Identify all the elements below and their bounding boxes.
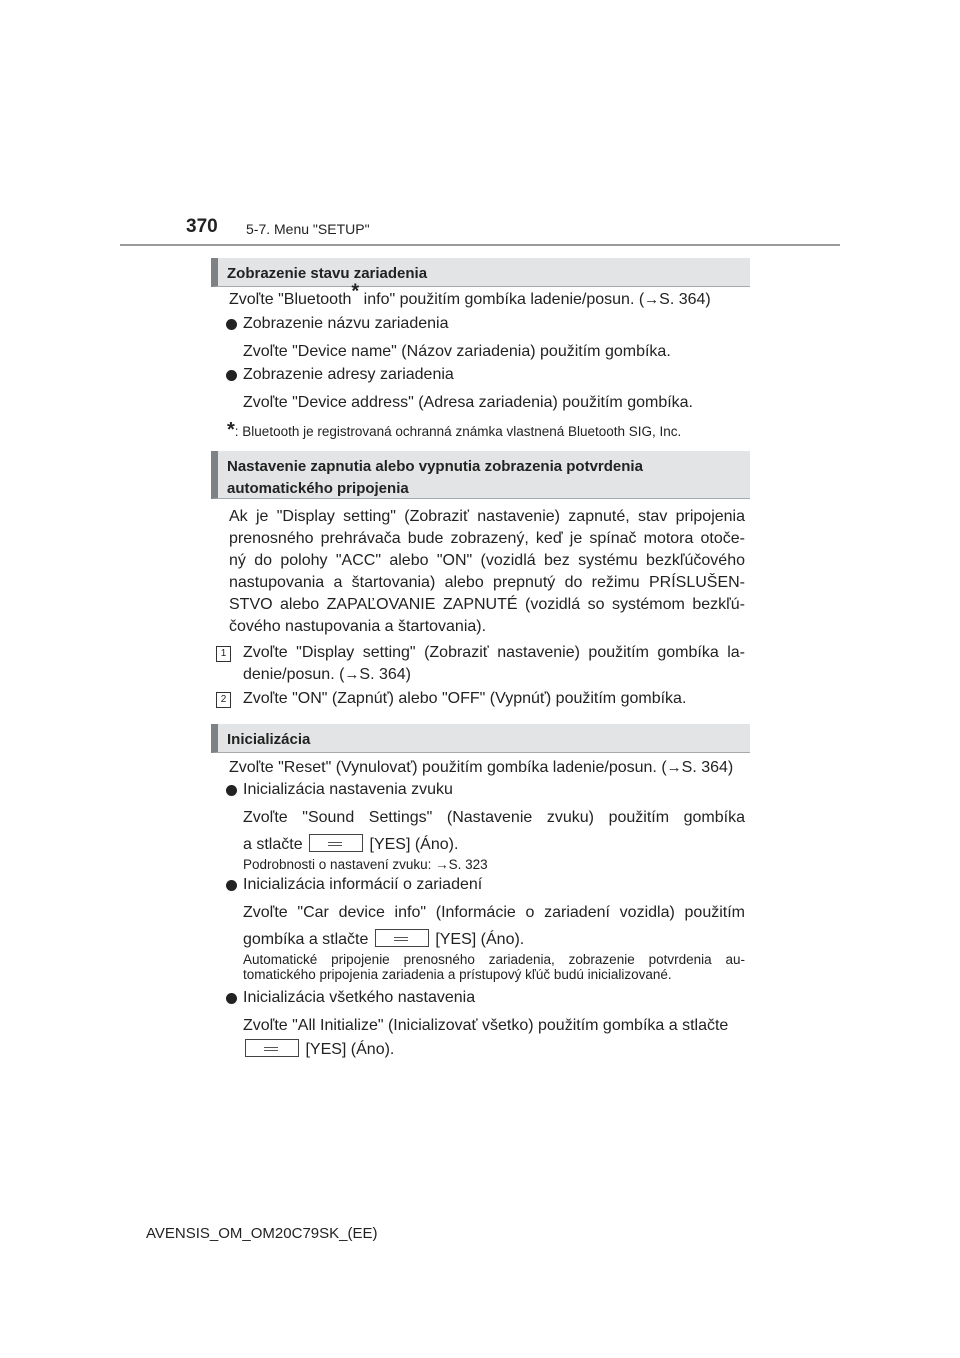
step-text: Zvoľte "ON" (Zapnúť) alebo "OFF" (Vypnúť) použitím gombíka. bbox=[243, 690, 687, 707]
step-number: 1 bbox=[216, 646, 231, 662]
bullet-sound-settings bbox=[243, 779, 745, 801]
bullet-text-part: [YES] (Áno). bbox=[435, 931, 525, 948]
page-reference: S. 364) bbox=[359, 666, 411, 683]
bullet-text-line: Zvoľte "Car device info" (Informácie o zariadení vozidla) použitím bbox=[243, 904, 745, 921]
bullet-device-info bbox=[243, 874, 745, 896]
paragraph-line: Ak je "Display setting" (Zobraziť nastavenie) zapnuté, stav pripojenia bbox=[229, 508, 745, 525]
bullet-text-line: Zvoľte "All Initialize" (Inicializovať všetko) použitím gombíka a stlačte bbox=[243, 1017, 729, 1034]
heading-line: automatického pripojenia bbox=[227, 480, 409, 497]
footnote bbox=[227, 419, 757, 443]
section-heading-device-status: Zobrazenie stavu zariadenia bbox=[211, 258, 750, 287]
step-number: 2 bbox=[216, 692, 231, 708]
bullet-text-line: Zvoľte "Sound Settings" (Nastavenie zvuku) použitím gombíka bbox=[243, 809, 745, 826]
bullet-text bbox=[243, 807, 745, 856]
step-text-part: denie/posun. ( bbox=[243, 666, 345, 683]
bullet-text bbox=[243, 902, 745, 951]
step-text: Zvoľte "Display setting" (Zobraziť nastavenie) použitím gombíka la- bbox=[243, 644, 745, 661]
arrow-right-icon: → bbox=[666, 759, 682, 776]
bullet-text-line bbox=[243, 834, 745, 856]
bullet-text-part: [YES] (Áno). bbox=[305, 1041, 395, 1058]
footnote-text: : Bluetooth je registrovaná ochranná známka vlastnená Bluetooth SIG, Inc. bbox=[234, 424, 682, 439]
note-line: tomatického pripojenia zariadenia a prístupový kľúč budú inicializované. bbox=[243, 967, 672, 982]
section2-paragraph bbox=[229, 506, 745, 638]
bullet-title: Inicializácia všetkého nastavenia bbox=[243, 989, 476, 1006]
bullet-text-line bbox=[243, 1039, 753, 1061]
bullet-all-initialize bbox=[243, 987, 745, 1009]
paragraph-line: prenosného prehrávača bude zobrazený, keď je spínač motora otoče- bbox=[229, 530, 745, 547]
arrow-right-icon: → bbox=[344, 666, 360, 683]
bullet-text-part: gombíka a stlačte bbox=[243, 931, 369, 948]
bullet-title: Zobrazenie názvu zariadenia bbox=[243, 315, 449, 332]
step-1 bbox=[220, 642, 745, 686]
step-2 bbox=[220, 688, 745, 710]
page-reference: S. 364) bbox=[681, 759, 734, 776]
intro-text: Zvoľte "Reset" (Vynulovať) použitím gombíka ladenie/posun. ( bbox=[229, 759, 667, 776]
bullet-title: Inicializácia informácií o zariadení bbox=[243, 876, 483, 893]
footnote-mark: * bbox=[351, 280, 360, 303]
bullet-text-part: [YES] (Áno). bbox=[369, 836, 459, 853]
bullet-icon bbox=[226, 880, 237, 891]
enter-button-icon bbox=[309, 834, 363, 852]
footnote-mark: * bbox=[227, 419, 235, 441]
page-reference: S. 323 bbox=[448, 857, 488, 872]
page-reference: S. 364) bbox=[659, 291, 711, 308]
note-sound bbox=[243, 857, 745, 872]
note-line: Automatické pripojenie prenosného zariadenia, zobrazenie potvrdenia au- bbox=[243, 952, 745, 967]
bullet-title: Inicializácia nastavenia zvuku bbox=[243, 781, 453, 798]
intro-text: Zvoľte "Bluetooth bbox=[229, 291, 352, 308]
header-rule bbox=[120, 244, 840, 246]
paragraph-line: nastupovania a štartovania) alebo prepnutý do režimu PRÍSLUŠEN- bbox=[229, 574, 745, 591]
arrow-right-icon: → bbox=[644, 291, 660, 308]
bullet-text-line bbox=[243, 929, 745, 951]
paragraph-line: STVO alebo ZAPAĽOVANIE ZAPNUTÉ (vozidlá so systémom bezkľú- bbox=[229, 596, 745, 613]
intro-text: info" použitím gombíka ladenie/posun. ( bbox=[359, 291, 645, 308]
bullet-text: Zvoľte "Device name" (Názov zariadenia) použitím gombíka. bbox=[243, 343, 671, 360]
document-id: AVENSIS_OM_OM20C79SK_(EE) bbox=[146, 1225, 378, 1242]
enter-button-icon bbox=[245, 1039, 299, 1057]
bullet-device-name bbox=[243, 313, 745, 335]
bullet-title: Zobrazenie adresy zariadenia bbox=[243, 366, 454, 383]
arrow-right-icon: → bbox=[435, 857, 449, 872]
heading-line: Nastavenie zapnutia alebo vypnutia zobrazenia potvrdenia bbox=[227, 458, 643, 475]
step-text bbox=[243, 664, 745, 686]
bullet-icon bbox=[226, 370, 237, 381]
section1-intro bbox=[229, 280, 745, 311]
section-heading-initialization: Inicializácia bbox=[211, 724, 750, 753]
bullet-icon bbox=[226, 785, 237, 796]
paragraph-line: ný do polohy "ACC" alebo "ON" (vozidlá bez systému bezkľúčového bbox=[229, 552, 745, 569]
enter-button-icon bbox=[375, 929, 429, 947]
bullet-text-part: a stlačte bbox=[243, 836, 303, 853]
page-number: 370 bbox=[186, 216, 218, 237]
chapter-title: 5-7. Menu "SETUP" bbox=[246, 221, 370, 237]
bullet-icon bbox=[226, 319, 237, 330]
bullet-icon bbox=[226, 993, 237, 1004]
section-heading-auto-connect bbox=[211, 451, 750, 499]
section3-intro bbox=[229, 757, 745, 779]
bullet-text: Zvoľte "Device address" (Adresa zariadenia) použitím gombíka. bbox=[243, 394, 693, 411]
note-device-info bbox=[243, 952, 745, 982]
bullet-text bbox=[243, 1015, 753, 1061]
note-text: Podrobnosti o nastavení zvuku: bbox=[243, 857, 436, 872]
bullet-device-address bbox=[243, 364, 745, 386]
paragraph-line: čového nastupovania a štartovania). bbox=[229, 618, 487, 635]
